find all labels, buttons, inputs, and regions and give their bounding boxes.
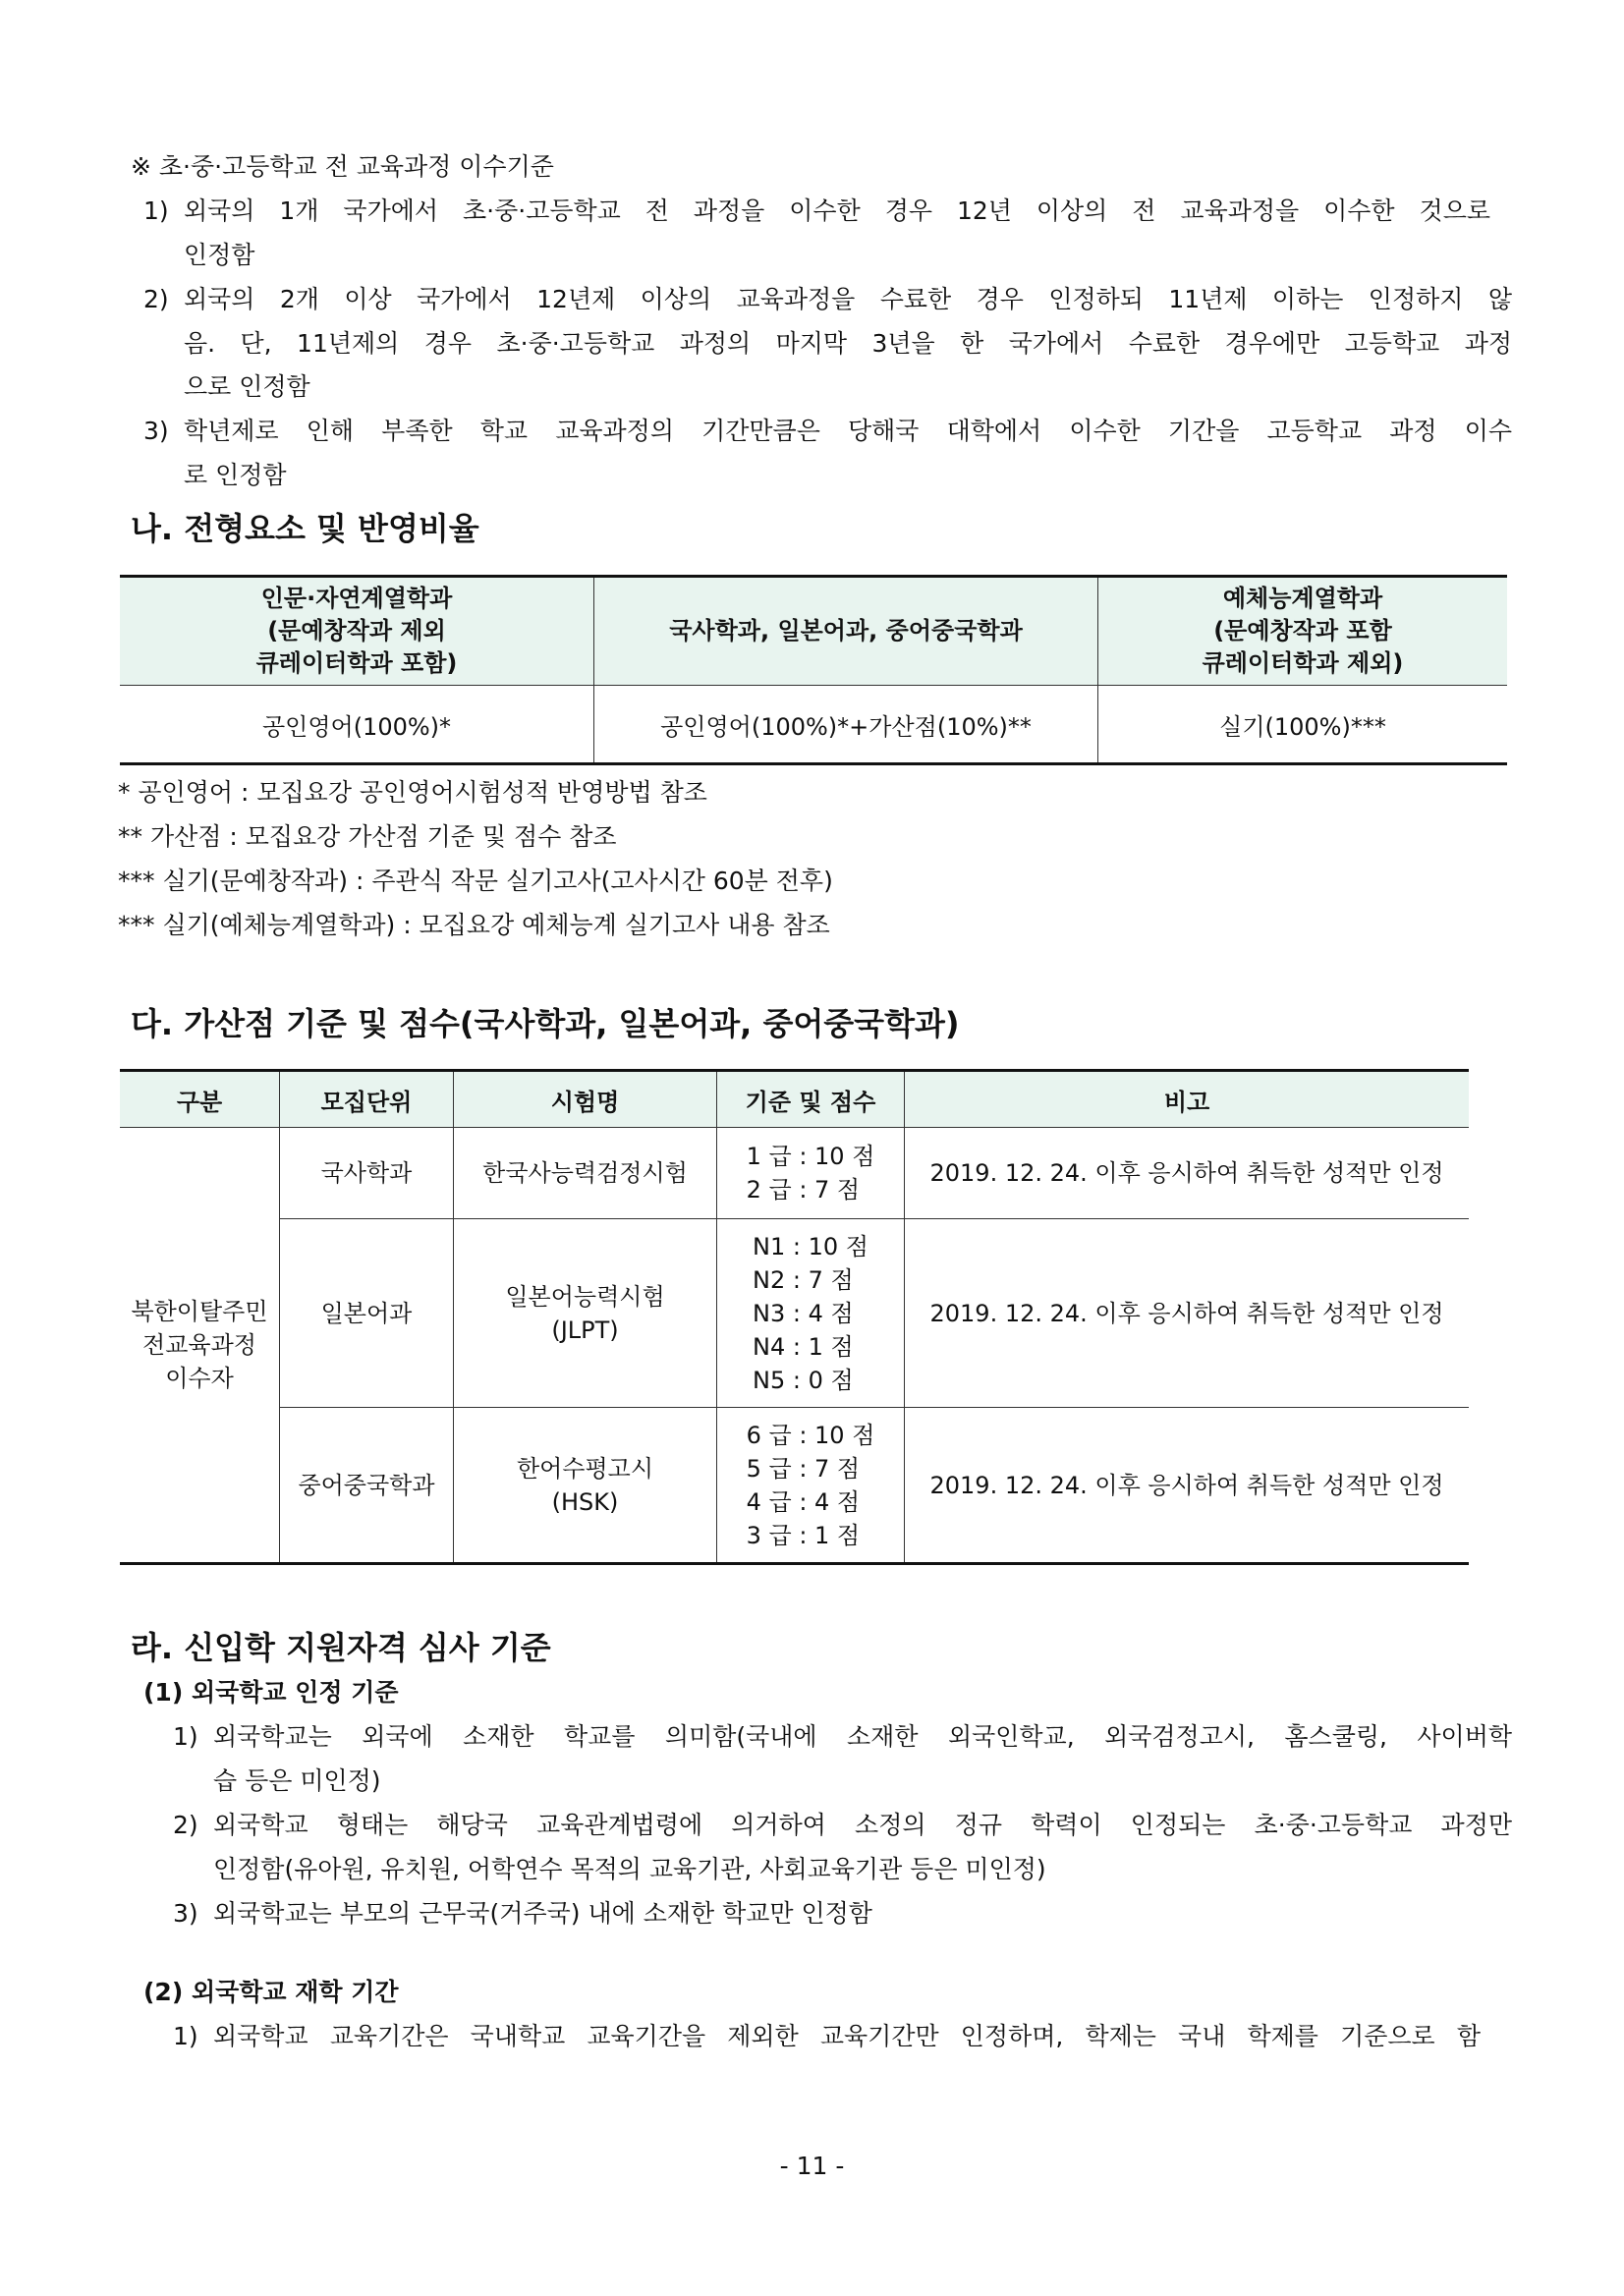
sub1-item-2-num: 2)	[173, 1811, 198, 1839]
row-note: 2019. 12. 24. 이후 응시하여 취득한 성적만 인정	[905, 1128, 1470, 1219]
row-note: 2019. 12. 24. 이후 응시하여 취득한 성적만 인정	[905, 1408, 1470, 1564]
sub1-item-1-line-1: 외국학교는 외국에 소재한 학교를 의미함(국내에 소재한 외국인학교, 외국검정고시, 홈스쿨링, 사이버학	[213, 1722, 1512, 1751]
col-header-criteria: 기준 및 점수	[717, 1071, 905, 1128]
sub1-item-2-line-1: 외국학교 형태는 해당국 교육관계법령에 의거하여 소정의 정규 학력이 인정되는 초·중·고등학교 과정만	[213, 1811, 1512, 1839]
footnote-2: ** 가산점 : 모집요강 가산점 기준 및 점수 참조	[118, 822, 617, 851]
row-note: 2019. 12. 24. 이후 응시하여 취득한 성적만 인정	[905, 1219, 1470, 1408]
page-number: - 11 -	[779, 2152, 845, 2180]
col-header-exam: 시험명	[454, 1071, 717, 1128]
subsection-2-title: (2) 외국학교 재학 기간	[143, 1978, 399, 2006]
note-item-2-line-3: 으로 인정함	[184, 372, 310, 401]
sub1-item-1-num: 1)	[173, 1722, 198, 1751]
section-ra-heading: 라. 신입학 지원자격 심사 기준	[131, 1629, 551, 1666]
note-item-2-num: 2)	[143, 285, 169, 313]
footnote-1: * 공인영어 : 모집요강 공인영어시험성적 반영방법 참조	[118, 778, 707, 807]
row-scores: 6 급 : 10 점 5 급 : 7 점 4 급 : 4 점 3 급 : 1 점	[717, 1408, 905, 1564]
note-item-3-line-1: 학년제로 인해 부족한 학교 교육과정의 기간만큼은 당해국 대학에서 이수한 기간을 고등학교 과정 이수	[184, 417, 1512, 445]
sub2-item-1-line-1: 외국학교 교육기간은 국내학교 교육기간을 제외한 교육기간만 인정하며, 학제는 국내 학제를 기준으로 함	[213, 2022, 1481, 2050]
sub1-item-3-line-1: 외국학교는 부모의 근무국(거주국) 내에 소재한 학교만 인정함	[213, 1899, 872, 1928]
subsection-1-title: (1) 외국학교 인정 기준	[143, 1678, 399, 1707]
note-item-1-line-2: 인정함	[184, 241, 255, 269]
note-item-2-line-1: 외국의 2개 이상 국가에서 12년제 이상의 교육과정을 수료한 경우 인정하되 11년제 이하는 인정하지 않	[184, 285, 1512, 313]
sub1-item-2-line-2: 인정함(유아원, 유치원, 어학연수 목적의 교육기관, 사회교육기관 등은 미인정)	[213, 1855, 1046, 1883]
note-item-1-num: 1)	[143, 196, 169, 225]
row-unit: 중어중국학과	[280, 1408, 454, 1564]
table-cell-arts: 실기(100%)***	[1098, 686, 1508, 764]
sub2-item-1-num: 1)	[173, 2022, 198, 2050]
row-unit: 국사학과	[280, 1128, 454, 1219]
sub1-item-1-line-2: 습 등은 미인정)	[213, 1766, 381, 1795]
table-cell-languages: 공인영어(100%)*+가산점(10%)**	[594, 686, 1098, 764]
col-header-note: 비고	[905, 1071, 1470, 1128]
table-header-arts: 예체능계열학과 (문예창작과 포함 큐레이터학과 제외)	[1098, 577, 1508, 686]
table-header-humanities: 인문·자연계열학과 (문예창작과 제외 큐레이터학과 포함)	[120, 577, 594, 686]
table-cell-humanities: 공인영어(100%)*	[120, 686, 594, 764]
section-da-heading: 다. 가산점 기준 및 점수(국사학과, 일본어과, 중어중국학과)	[131, 1005, 960, 1042]
row-scores: 1 급 : 10 점 2 급 : 7 점	[717, 1128, 905, 1219]
col-header-unit: 모집단위	[280, 1071, 454, 1128]
note-item-1-line-1: 외국의 1개 국가에서 초·중·고등학교 전 과정을 이수한 경우 12년 이상의 전 교육과정을 이수한 것으로	[184, 196, 1490, 225]
bonus-points-table	[120, 1069, 1469, 1565]
note-item-2-line-2: 음. 단, 11년제의 경우 초·중·고등학교 과정의 마지막 3년을 한 국가에서 수료한 경우에만 고등학교 과정	[184, 329, 1512, 358]
col-header-category: 구분	[120, 1071, 280, 1128]
row-exam: 한국사능력검정시험	[454, 1128, 717, 1219]
selection-ratio-table	[120, 575, 1507, 765]
row-scores: N1 : 10 점 N2 : 7 점 N3 : 4 점 N4 : 1 점 N5 : 0 점	[717, 1219, 905, 1408]
footnote-3: *** 실기(문예창작과) : 주관식 작문 실기고사(고사시간 60분 전후)	[118, 867, 833, 895]
note-title: ※ 초·중·고등학교 전 교육과정 이수기준	[131, 152, 554, 181]
table-header-languages: 국사학과, 일본어과, 중어중국학과	[594, 577, 1098, 686]
row-exam: 일본어능력시험 (JLPT)	[454, 1219, 717, 1408]
footnote-4: *** 실기(예체능계열학과) : 모집요강 예체능계 실기고사 내용 참조	[118, 911, 830, 939]
note-item-3-line-2: 로 인정함	[184, 461, 287, 489]
row-unit: 일본어과	[280, 1219, 454, 1408]
section-na-heading: 나. 전형요소 및 반영비율	[131, 510, 479, 547]
note-item-3-num: 3)	[143, 417, 169, 445]
row-exam: 한어수평고시 (HSK)	[454, 1408, 717, 1564]
sub1-item-3-num: 3)	[173, 1899, 198, 1928]
group-label-cell: 북한이탈주민 전교육과정 이수자	[120, 1128, 280, 1564]
